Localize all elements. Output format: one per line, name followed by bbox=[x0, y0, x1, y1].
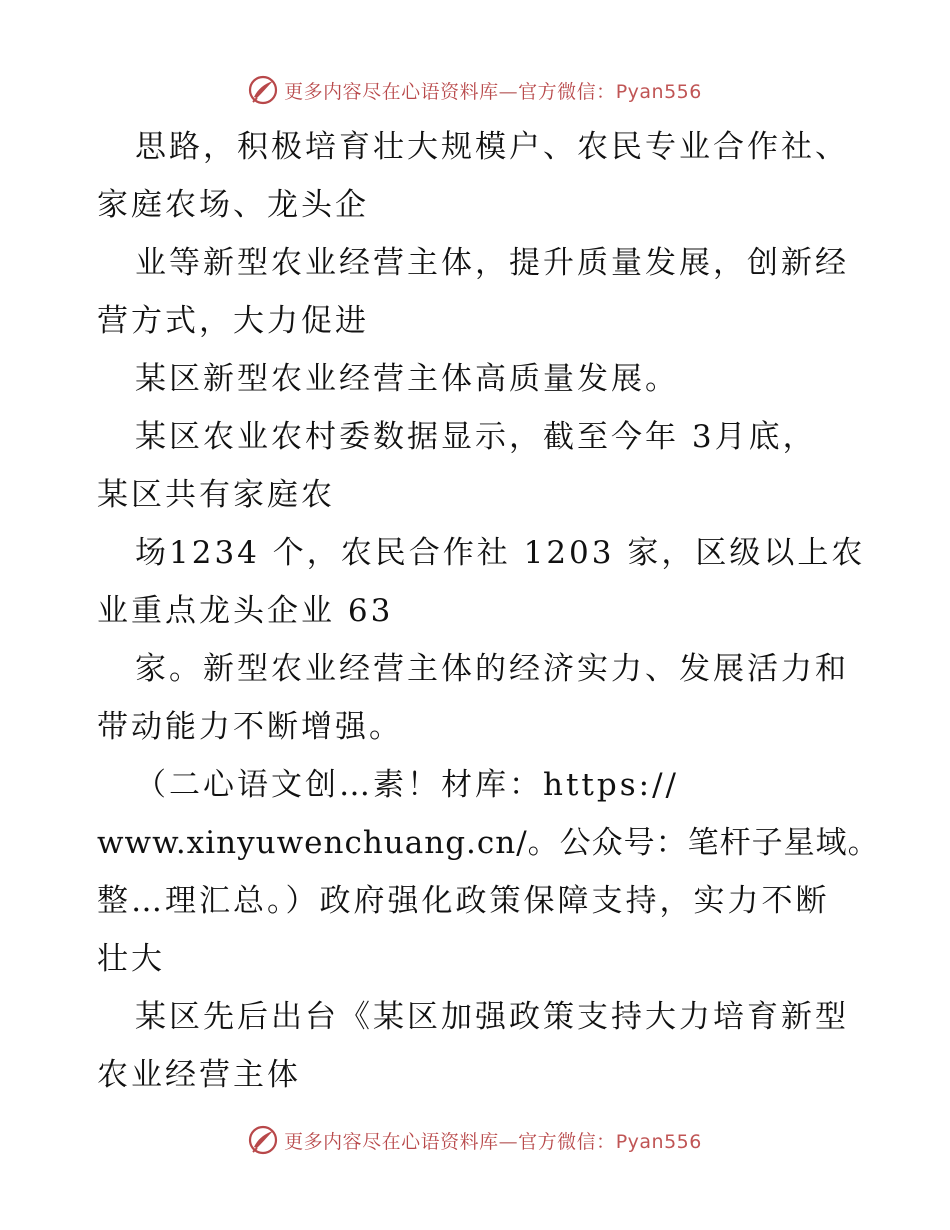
text-line: 思路，积极培育壮大规模户、农民专业合作社、 bbox=[135, 129, 849, 165]
quill-logo-icon bbox=[248, 75, 278, 105]
text-line: 某区农业农村委数据显示，截至今年 3月底， bbox=[135, 419, 817, 455]
quill-logo-icon bbox=[248, 1125, 278, 1155]
text-line: 营方式，大力促进 bbox=[97, 303, 369, 339]
banner-text: 更多内容尽在心语资料库—官方微信：Pyan556 bbox=[284, 1130, 702, 1153]
text-line: 农业经营主体 bbox=[97, 1057, 301, 1093]
text-line: 业等新型农业经营主体，提升质量发展，创新经 bbox=[135, 245, 849, 281]
text-line: 业重点龙头企业 63 bbox=[97, 593, 394, 629]
text-line: 家庭农场、龙头企 bbox=[97, 187, 369, 223]
footer-banner bbox=[0, 1120, 950, 1160]
text-line: 带动能力不断增强。 bbox=[97, 709, 403, 745]
document-body bbox=[97, 118, 880, 1104]
text-line: 某区共有家庭农 bbox=[97, 477, 335, 513]
text-line: 整…理汇总。）政府强化政策保障支持，实力不断 bbox=[97, 883, 830, 919]
text-line: （二心语文创…素！材库：https:// bbox=[135, 767, 679, 803]
header-banner bbox=[0, 70, 950, 110]
text-line: 场1234 个，农民合作社 1203 家，区级以上农 bbox=[135, 535, 866, 571]
text-line: 家。新型农业经营主体的经济实力、发展活力和 bbox=[135, 651, 849, 687]
banner-text: 更多内容尽在心语资料库—官方微信：Pyan556 bbox=[284, 80, 702, 103]
text-line: 某区新型农业经营主体高质量发展。 bbox=[135, 361, 679, 397]
text-line: 壮大 bbox=[97, 941, 165, 977]
text-line: www.xinyuwenchuang.cn/。公众号：笔杆子星域。 bbox=[97, 825, 880, 861]
text-line: 某区先后出台《某区加强政策支持大力培育新型 bbox=[135, 999, 849, 1035]
